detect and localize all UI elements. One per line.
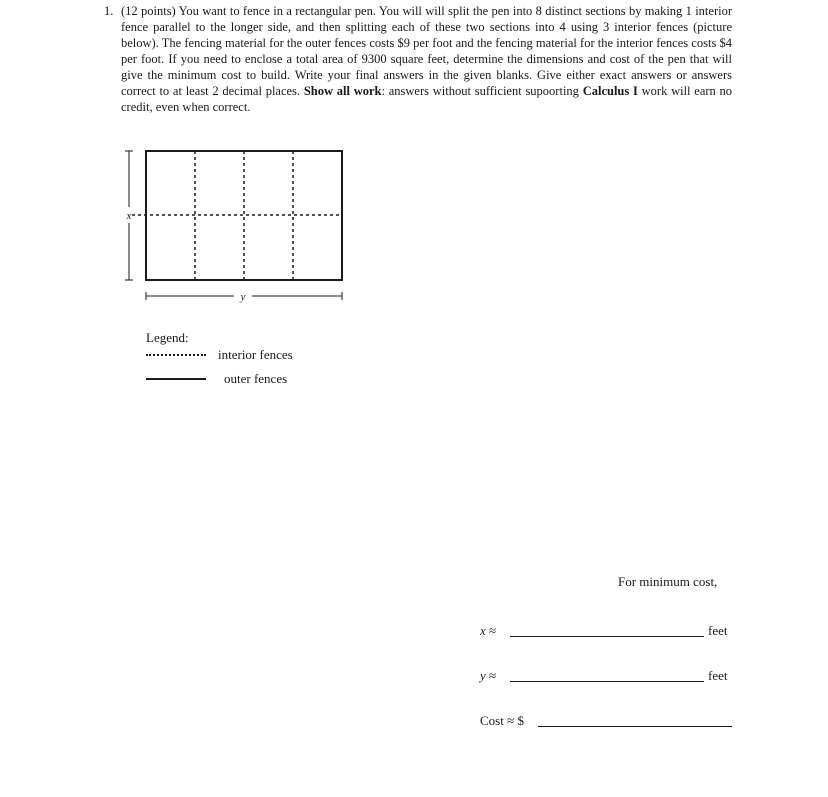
pen-diagram xyxy=(120,145,350,310)
x-dimension-label: x xyxy=(126,210,132,222)
answer-x-label xyxy=(480,623,496,639)
answer-x-blank[interactable] xyxy=(510,636,704,637)
solid-line-swatch xyxy=(146,378,206,380)
problem-text-3: work will earn no credit, even when correct. xyxy=(121,84,733,114)
problem-number: 1. xyxy=(104,4,114,18)
show-all-work: Show all work xyxy=(303,84,382,98)
answer-y-row xyxy=(480,668,732,688)
legend-outer-label: outer fences xyxy=(224,371,288,386)
approx-symbol: ≈ xyxy=(489,623,497,638)
answer-y-label xyxy=(480,668,496,684)
dollar-sign: $ xyxy=(517,713,524,728)
problem-text-1: You want to fence in a rectangular pen. You will will split the pen into 8 distinct sections by making 1 interior fence parallel to the longer side, and then splitting each of these two sections into 4 using 3 interior fences (picture below). The fencing material for the outer fences costs $9 per foot and the fencing material for the interior fences costs $4 per foot. If you need to enclose a total area of 9300 square feet, determine the dimensions and cost of the pen that will give the minimum cost to build. Write your final answers in the given blanks. Give either exact answers or answers correct to at least 2 decimal places. xyxy=(121,4,733,98)
answer-x-unit: feet xyxy=(708,623,728,638)
dotted-line-swatch xyxy=(146,354,206,356)
legend-title: Legend: xyxy=(146,330,189,345)
y-dimension-label: y xyxy=(240,291,246,303)
problem-text-2: : answers without sufficient supoorting xyxy=(381,84,579,98)
answer-y-unit: feet xyxy=(708,668,728,683)
problem-points: (12 points) xyxy=(121,4,176,18)
legend-interior-label: interior fences xyxy=(218,347,293,362)
approx-symbol: ≈ xyxy=(507,713,515,728)
calculus-label: Calculus I xyxy=(582,84,638,98)
answer-cost-blank[interactable] xyxy=(538,726,732,727)
problem-body xyxy=(121,3,732,115)
x-var: x xyxy=(480,623,486,638)
answer-y-blank[interactable] xyxy=(510,681,704,682)
answer-cost-row xyxy=(480,713,732,733)
approx-symbol: ≈ xyxy=(489,668,497,683)
answer-x-row xyxy=(480,623,732,643)
problem-statement xyxy=(104,3,732,115)
answer-cost-label xyxy=(480,713,524,729)
y-var: y xyxy=(480,668,486,683)
answer-intro: For minimum cost, xyxy=(618,574,718,589)
cost-word: Cost xyxy=(480,713,504,728)
